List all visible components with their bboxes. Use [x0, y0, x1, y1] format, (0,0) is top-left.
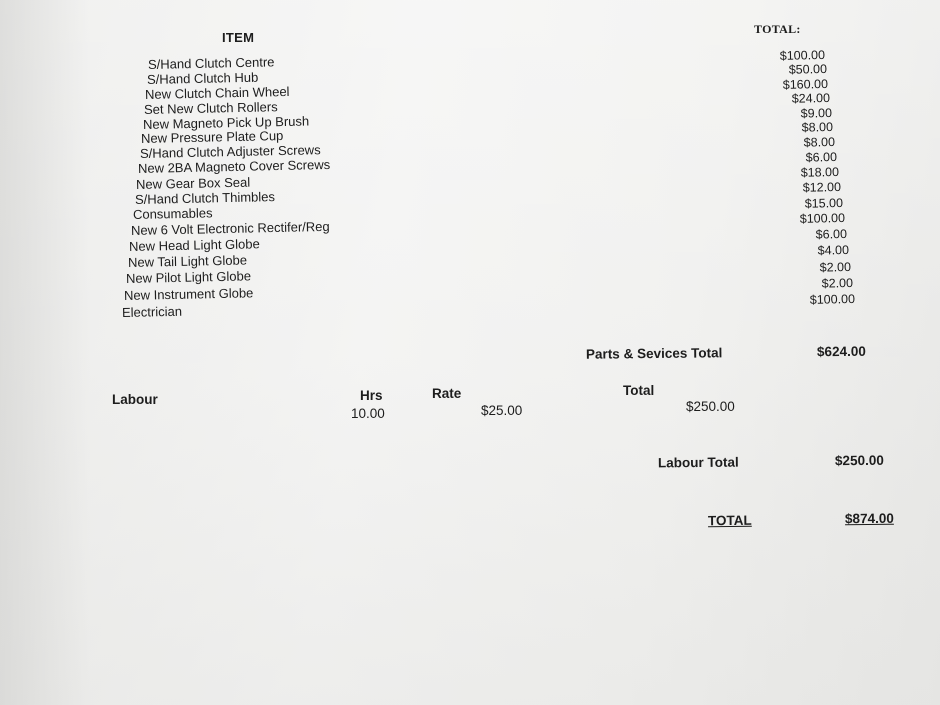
- item-name: S/Hand Clutch Thimbles: [134, 189, 276, 207]
- item-amount: $15.00: [804, 196, 844, 211]
- item-amount: $100.00: [779, 48, 826, 63]
- labour-total-column-value: $250.00: [686, 399, 735, 414]
- labour-total-value: $250.00: [834, 452, 884, 469]
- item-name: New Gear Box Seal: [135, 174, 251, 192]
- item-name: New 2BA Magneto Cover Screws: [137, 156, 331, 176]
- item-amount: $8.00: [801, 120, 834, 135]
- item-amount: $6.00: [805, 150, 838, 165]
- grand-total-label: TOTAL: [707, 512, 752, 529]
- item-name: New Tail Light Globe: [127, 252, 248, 270]
- item-amount: $100.00: [799, 211, 846, 226]
- item-amount: $4.00: [817, 243, 850, 258]
- item-column-header: ITEM: [222, 30, 255, 45]
- item-name: New Pressure Plate Cup: [140, 128, 284, 146]
- item-amount: $6.00: [815, 227, 848, 242]
- item-name: S/Hand Clutch Hub: [146, 69, 259, 87]
- item-name: New Pilot Light Globe: [125, 268, 252, 286]
- labour-rate-label: Rate: [432, 386, 462, 401]
- parts-total-label: Parts & Sevices Total: [585, 345, 723, 362]
- item-name: New Magneto Pick Up Brush: [142, 113, 310, 132]
- item-amount: $2.00: [821, 276, 854, 291]
- page-shadow: [0, 0, 90, 705]
- item-name: New 6 Volt Electronic Rectifer/Reg: [130, 218, 330, 238]
- item-amount: $12.00: [802, 180, 842, 195]
- item-amount: $2.00: [819, 260, 852, 275]
- item-name: New Clutch Chain Wheel: [144, 83, 290, 102]
- item-amount: $18.00: [800, 165, 840, 180]
- total-column-header: TOTAL:: [754, 22, 801, 36]
- parts-total-value: $624.00: [816, 343, 866, 360]
- item-amount: $8.00: [803, 135, 836, 150]
- labour-total-column-label: Total: [623, 383, 655, 398]
- item-amount: $160.00: [782, 77, 829, 92]
- item-name: Consumables: [132, 205, 213, 222]
- item-name: Electrician: [121, 303, 183, 320]
- labour-label: Labour: [112, 392, 158, 407]
- item-name: Set New Clutch Rollers: [143, 99, 278, 117]
- labour-total-label: Labour Total: [657, 454, 739, 471]
- item-amount: $24.00: [791, 91, 831, 106]
- item-name: S/Hand Clutch Adjuster Screws: [139, 142, 321, 161]
- labour-hrs-label: Hrs: [360, 388, 383, 403]
- labour-rate-value: $25.00: [481, 403, 523, 418]
- item-amount: $9.00: [800, 106, 833, 121]
- item-amount: $50.00: [788, 62, 828, 77]
- item-name: New Head Light Globe: [128, 236, 260, 254]
- item-name: New Instrument Globe: [123, 285, 254, 303]
- item-amount: $100.00: [809, 292, 856, 307]
- labour-hrs-value: 10.00: [351, 406, 385, 421]
- grand-total-value: $874.00: [844, 510, 894, 527]
- item-name: S/Hand Clutch Centre: [147, 54, 275, 72]
